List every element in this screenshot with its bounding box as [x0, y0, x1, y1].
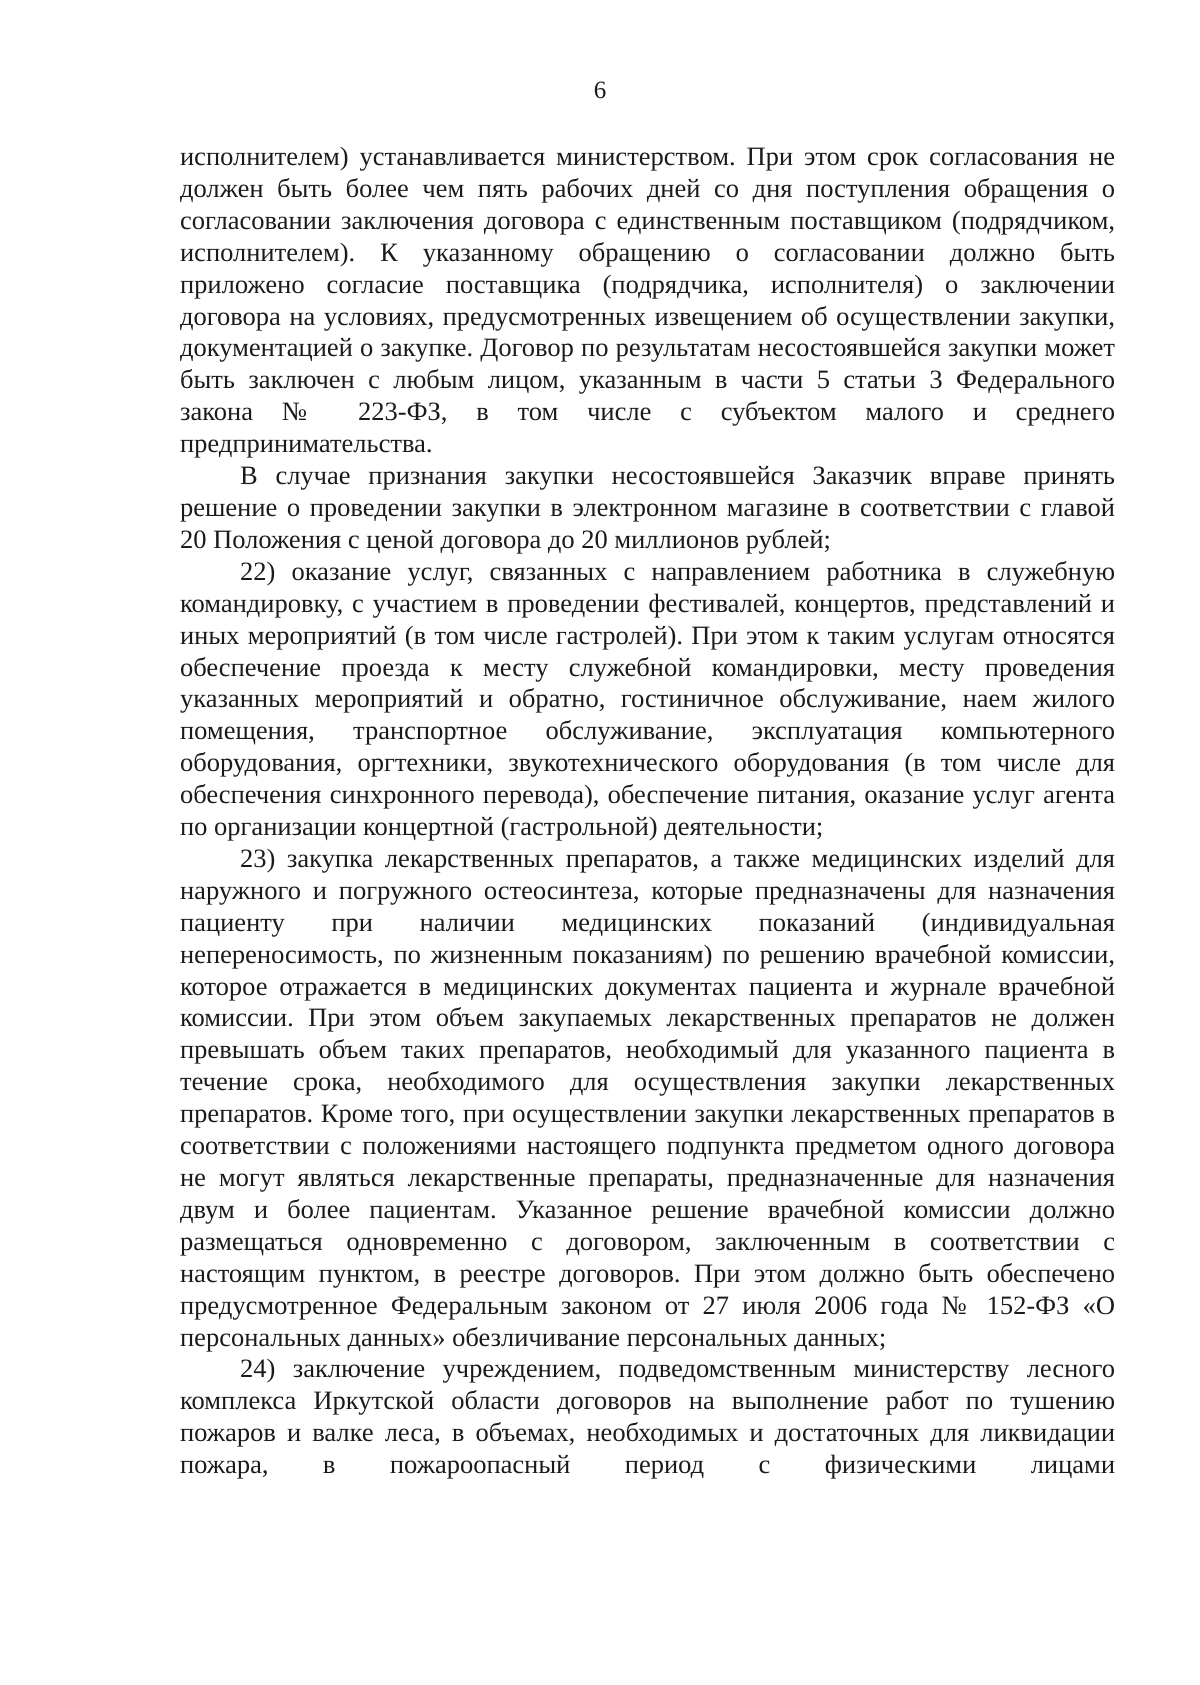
- paragraph-item-23: 23) закупка лекарственных препаратов, а также медицинских изделий для наружного и погружного остеосинтеза, которые предназначены для назначения пациенту при наличии медицинских показаний (индивидуальная непереносимость, по жизненным показаниям) по решению врачебной комиссии, которое отражается в медицинских документах пациента и журнале врачебной комиссии. При этом объем закупаемых лекарственных препаратов не должен превышать объем таких препаратов, необходимый для указанного пациента в течение срока, необходимого для осуществления закупки лекарственных препаратов. Кроме того, при осуществлении закупки лекарственных препаратов в соответствии с положениями настоящего подпункта предметом одного договора не могут являться лекарственные препараты, предназначенные для назначения двум и более пациентам. Указанное решение врачебной комиссии должно размещаться одновременно с договором, заключенным в соответствии с настоящим пунктом, в реестре договоров. При этом должно быть обеспечено предусмотренное Федеральным законом от 27 июля 2006 года № 152-ФЗ «О персональных данных» обезличивание персональных данных;: [180, 842, 1115, 1352]
- paragraph-failed-procurement: В случае признания закупки несостоявшейся Заказчик вправе принять решение о проведении закупки в электронном магазине в соответствии с главой 20 Положения с ценой договора до 20 миллионов рублей;: [180, 460, 1115, 554]
- paragraph-item-22: 22) оказание услуг, связанных с направлением работника в служебную командировку, с участием в проведении фестивалей, концертов, представлений и иных мероприятий (в том числе гастролей). При этом к таким услугам относятся обеспечение проезда к месту служебной командировки, месту проведения указанных мероприятий и обратно, гостиничное обслуживание, наем жилого помещения, транспортное обслуживание, эксплуатация компьютерного оборудования, оргтехники, звукотехнического оборудования (в том числе для обеспечения синхронного перевода), обеспечение питания, оказание услуг агента по организации концертной (гастрольной) деятельности;: [180, 555, 1115, 842]
- page-number: 6: [593, 77, 607, 104]
- document-body: [180, 141, 1115, 1481]
- paragraph-item-24: 24) заключение учреждением, подведомственным министерству лесного комплекса Иркутской области договоров на выполнение работ по тушению пожаров и валке леса, в объемах, необходимых и достаточных для ликвидации пожара, в пожароопасный период с физическими лицами: [180, 1353, 1115, 1480]
- paragraph-continuation: исполнителем) устанавливается министерством. При этом срок согласования не должен быть более чем пять рабочих дней со дня поступления обращения о согласовании заключения договора с единственным поставщиком (подрядчиком, исполнителем). К указанному обращению о согласовании должно быть приложено согласие поставщика (подрядчика, исполнителя) о заключении договора на условиях, предусмотренных извещением об осуществлении закупки, документацией о закупке. Договор по результатам несостоявшейся закупки может быть заключен с любым лицом, указанным в части 5 статьи 3 Федерального закона № 223-ФЗ, в том числе с субъектом малого и среднего предпринимательства.: [180, 141, 1115, 459]
